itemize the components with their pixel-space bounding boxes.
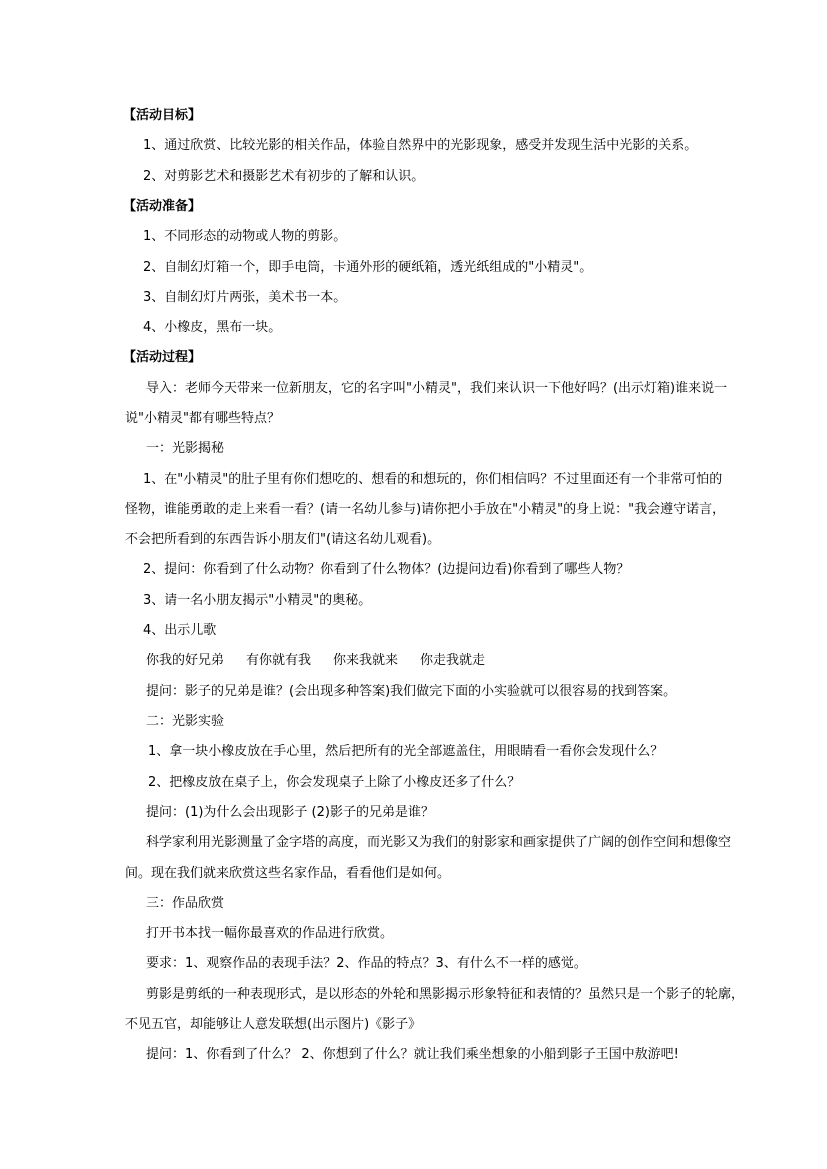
section-heading-goals: 【活动目标】 [123,108,202,123]
paragraph: 不见五官，却能够让人意发联想(出示图片)《影子》 [125,1017,422,1032]
section-heading-preparation: 【活动准备】 [123,199,202,214]
paragraph: 提问：影子的兄弟是谁？(会出现多种答案)我们做完下面的小实验就可以很容易的找到答案。 [146,684,677,699]
paragraph: 1、在"小精灵"的肚子里有你们想吃的、想看的和想玩的，你们相信吗？不过里面还有一个非常可怕的 [143,472,723,487]
paragraph: 4、小橡皮，黑布一块。 [143,320,282,335]
subheading: 三：作品欣赏 [146,896,225,911]
paragraph: 4、出示儿歌 [143,623,217,638]
paragraph: 1、不同形态的动物或人物的剪影。 [143,229,347,244]
paragraph: 打开书本找一幅你最喜欢的作品进行欣赏。 [146,926,394,941]
paragraph: 2、对剪影艺术和摄影艺术有初步的了解和认识。 [143,169,425,184]
rhyme-phrase: 你我的好兄弟 [146,653,225,668]
paragraph: 不会把所看到的东西告诉小朋友们"(请这名幼儿观看)。 [125,532,441,547]
rhyme-phrase: 你来我就来 [333,653,399,668]
rhyme-phrase: 你走我就走 [420,653,486,668]
paragraph: 3、自制幻灯片两张，美术书一本。 [143,290,347,305]
paragraph: 2、把橡皮放在桌子上，你会发现桌子上除了小橡皮还多了什么？ [148,775,521,790]
paragraph: 间。现在我们就来欣赏这些名家作品，看看他们是如何。 [125,866,451,881]
paragraph: 2、提问：你看到了什么动物？你看到了什么物体？(边提问边看)你看到了哪些人物？ [143,562,630,577]
paragraph: 导入：老师今天带来一位新朋友，它的名字叫"小精灵"，我们来认识一下他好吗？(出示灯箱)谁来说一 [146,381,728,396]
paragraph: 1、通过欣赏、比较光影的相关作品，体验自然界中的光影现象，感受并发现生活中光影的关系。 [143,138,698,153]
paragraph: 说"小精灵"都有哪些特点？ [125,411,280,426]
subheading: 二：光影实验 [146,714,225,729]
paragraph: 怪物，谁能勇敢的走上来看一看？(请一名幼儿参与)请你把小手放在"小精灵"的身上说："我会遵守诺言， [125,502,726,517]
paragraph: 3、请一名小朋友揭示"小精灵"的奥秘。 [143,593,372,608]
section-heading-process: 【活动过程】 [123,350,202,365]
paragraph: 剪影是剪纸的一种表现形式，是以形态的外轮和黑影揭示形象特征和表情的？虽然只是一个影子的轮廓， [146,987,745,1002]
paragraph: 2、自制幻灯箱一个，即手电筒，卡通外形的硬纸箱，透光纸组成的"小精灵"。 [143,260,593,275]
paragraph: 提问：(1)为什么会出现影子 (2)影子的兄弟是谁？ [146,805,434,820]
subheading: 一：光影揭秘 [146,441,225,456]
rhyme-line [146,653,746,669]
paragraph: 提问：1、你看到了什么？ 2、你想到了什么？就让我们乘坐想象的小船到影子王国中敖游吧! [146,1047,679,1062]
paragraph: 要求：1、观察作品的表现手法？2、作品的特点？3、有什么不一样的感觉。 [146,956,587,971]
rhyme-phrase: 有你就有我 [246,653,312,668]
paragraph: 1、拿一块小橡皮放在手心里，然后把所有的光全部遮盖住，用眼睛看一看你会发现什么？ [148,744,664,759]
paragraph: 科学家利用光影测量了金字塔的高度，而光影又为我们的射影家和画家提供了广阔的创作空间和想像空 [146,835,732,850]
